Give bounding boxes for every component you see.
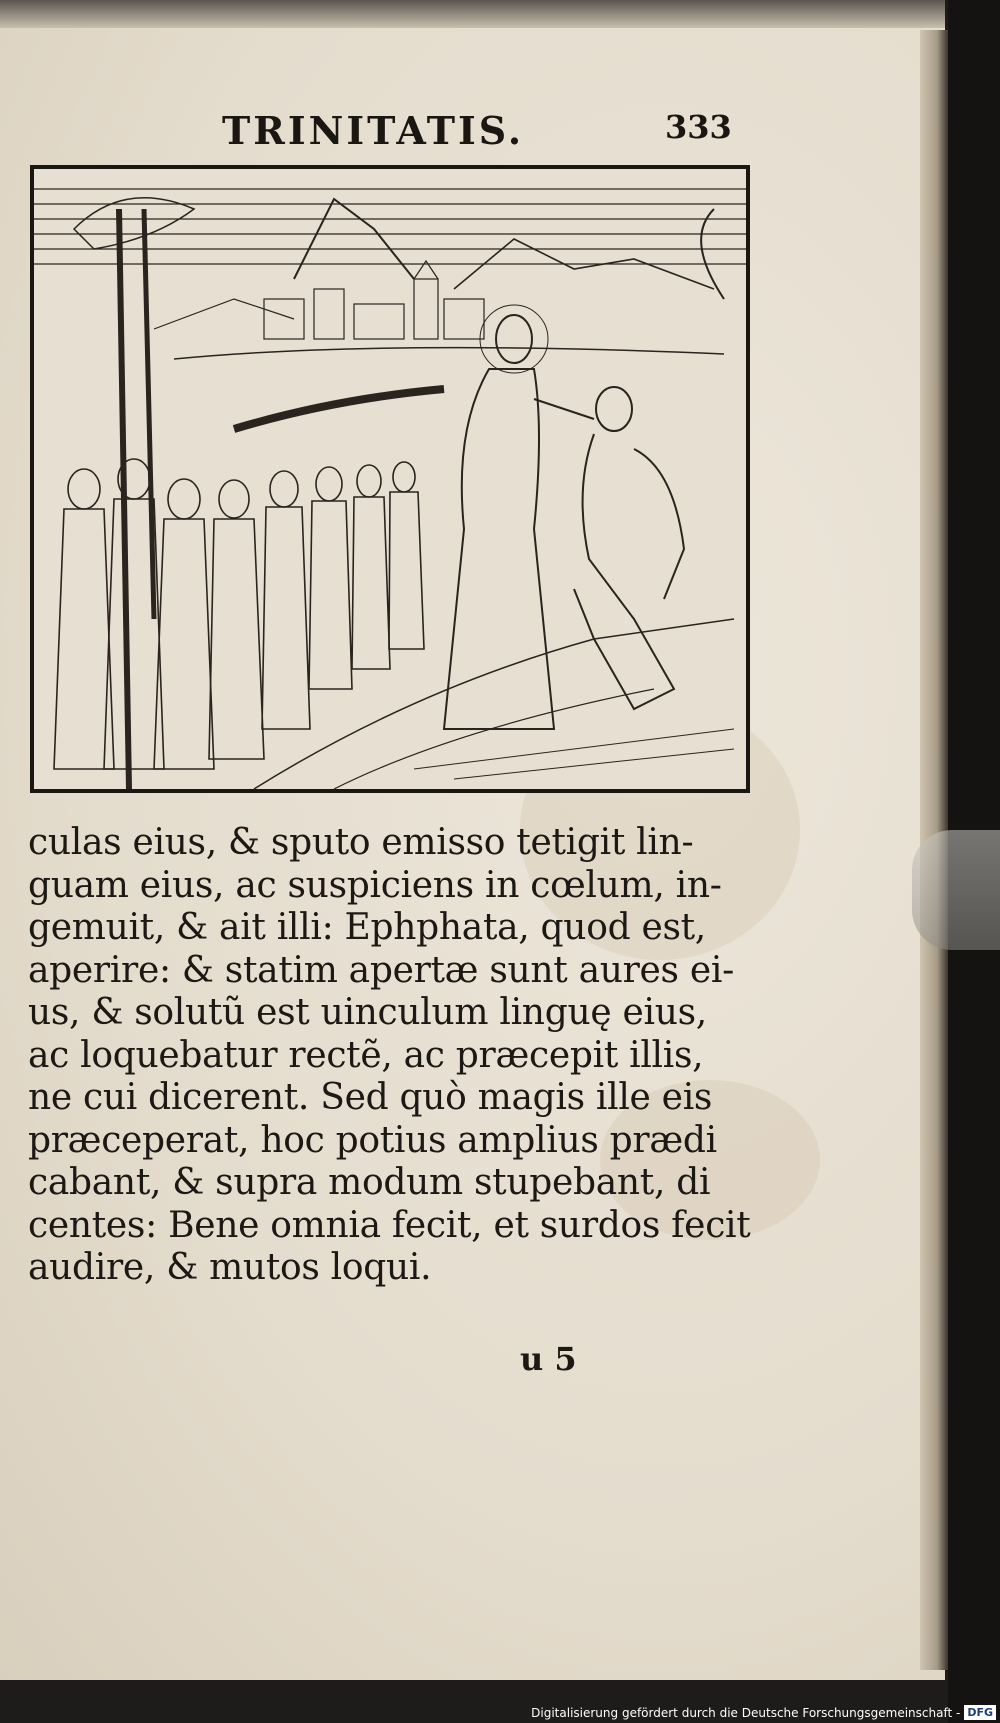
woodcut-drawing xyxy=(34,169,746,789)
text-line: guam eius, ac suspiciens in cœlum, in- xyxy=(28,864,722,906)
footer-credit: Digitalisierung gefördert durch die Deutsche Forschungsgemeinschaft - xyxy=(531,1705,961,1720)
text-line: audire, & mutos loqui. xyxy=(28,1247,432,1288)
sky-hatching xyxy=(34,189,746,264)
text-line: aperire: & statim apertæ sunt aures ei- xyxy=(28,949,734,991)
body-text xyxy=(28,822,751,1290)
text-line: culas eius, & sputo emisso tetigit lin- xyxy=(28,822,694,863)
page-clip xyxy=(912,830,1000,950)
text-line: cabant, & supra modum stupebant, di xyxy=(28,1162,711,1203)
woodcut-illustration xyxy=(30,165,750,793)
text-line: gemuit, & ait illi: Ephphata, quod est, xyxy=(28,907,706,948)
running-head: TRINITATIS. xyxy=(222,108,525,153)
dfg-logo: DFG xyxy=(964,1705,996,1720)
text-line: præceperat, hoc potius amplius prædi xyxy=(28,1119,717,1161)
folio-number: 333 xyxy=(665,108,732,146)
page-top-edge xyxy=(0,0,945,28)
text-line: centes: Bene omnia fecit, et surdos fecit xyxy=(28,1204,751,1246)
digitization-footer xyxy=(531,1705,996,1720)
text-line: ac loquebatur rectẽ, ac præcepit illis, xyxy=(28,1034,704,1076)
text-line: us, & solutũ est uinculum linguę eius, xyxy=(28,992,707,1033)
signature-mark: u 5 xyxy=(520,1340,577,1378)
text-line: ne cui dicerent. Sed quò magis ille eis xyxy=(28,1077,713,1118)
